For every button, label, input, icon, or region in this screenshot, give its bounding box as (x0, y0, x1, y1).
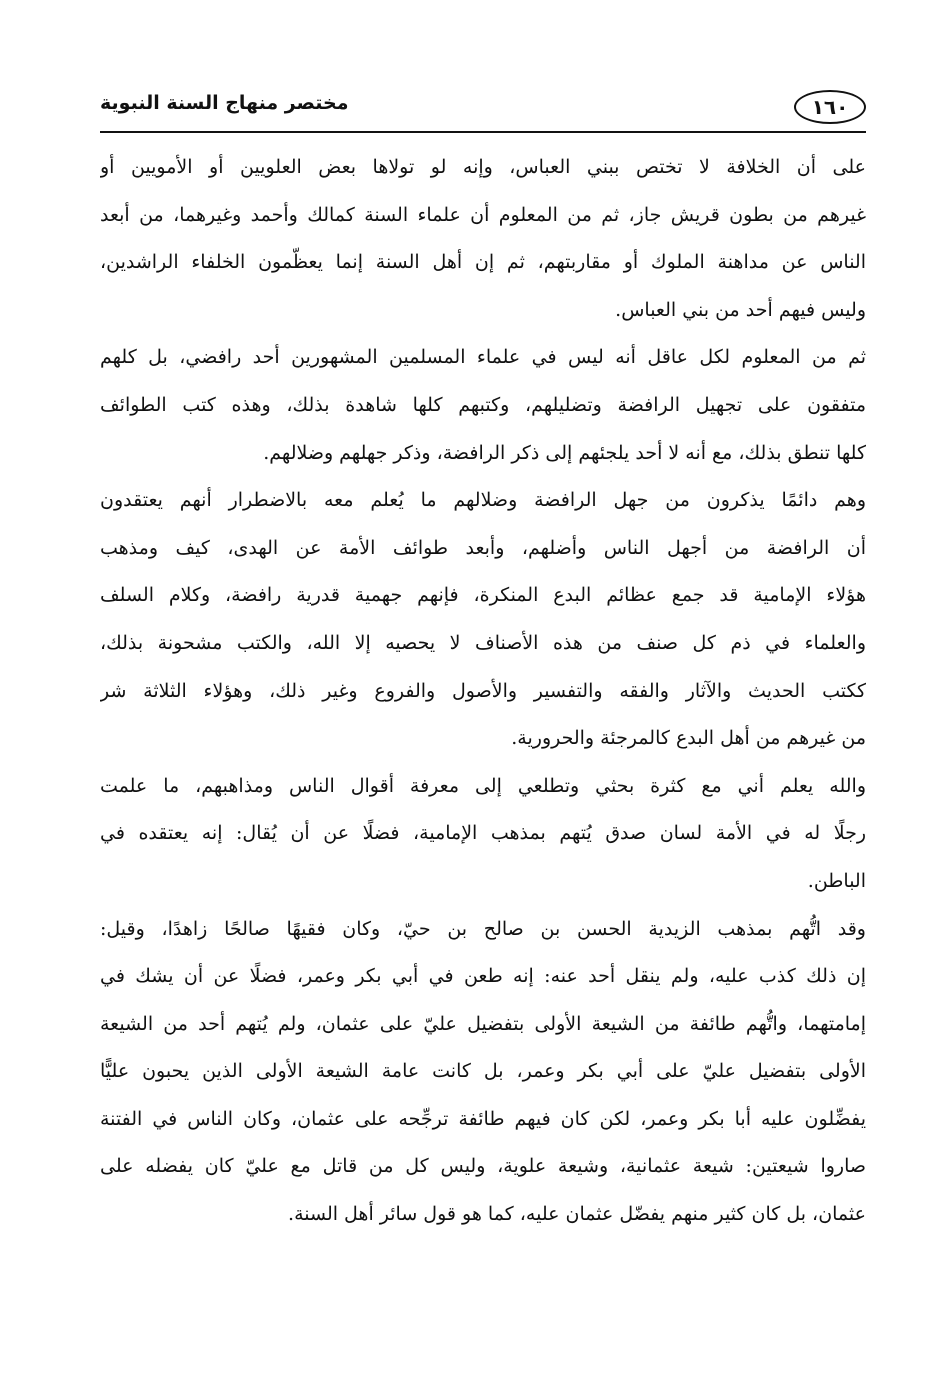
text-line: الأولى بتفضيل عليّ على أبي بكر وعمر، بل كانت عامة الشيعة الأولى الذين يحبون عليًّا (100, 1060, 866, 1083)
text-line: من غيرهم من أهل البدع كالمرجئة والحرورية. (511, 727, 866, 750)
text-line: وقد اتُّهم بمذهب الزيدية الحسن بن صالح بن حيّ، وكان فقيهًا صالحًا زاهدًا، وقيل: (100, 917, 866, 940)
paragraph (100, 144, 866, 334)
text-line: على أن الخلافة لا تختص ببني العباس، وإنه لو تولاها بعض العلويين أو الأمويين أو (100, 156, 866, 178)
text-line: غيرهم من بطون قريش جاز، ثم من المعلوم أن علماء السنة كمالك وأحمد وغيرهما، من أبعد (100, 203, 866, 226)
text-line: هؤلاء الإمامية قد جمع عظائم البدع المنكرة، فإنهم جهمية قدرية رافضة، وكلام السلف (100, 584, 866, 607)
text-line: صاروا شيعتين: شيعة عثمانية، وشيعة علوية، وليس كل من قاتل مع عليّ كان يفضله على (100, 1155, 866, 1178)
text-line: عثمان، بل كان كثير منهم يفضّل عثمان عليه، كما هو قول سائر أهل السنة. (288, 1203, 866, 1226)
book-title: مختصر منهاج السنة النبوية (100, 92, 349, 114)
text-line: إن ذلك كذب عليه، ولم ينقل أحد عنه: إنه طعن في أبي بكر وعمر، فضلًا عن أن يشك في (100, 965, 866, 988)
text-line: أن الرافضة من أجهل الناس وأضلهم، وأبعد طوائف الأمة عن الهدى، كيف ومذهب (100, 536, 866, 559)
text-line: ككتب الحديث والآثار والفقه والتفسير والأصول والفروع وغير ذلك، وهؤلاء الثلاثة شر (100, 679, 866, 702)
text-line: متفقون على تجهيل الرافضة وتضليلهم، وكتبهم كلها شاهدة بذلك، وهذه كتب الطوائف (100, 393, 866, 416)
text-line: إمامتهما، واتُّهم طائفة من الشيعة الأولى بتفضيل عليّ على عثمان، ولم يُتهم أحد من الشيعة (100, 1012, 866, 1035)
text-line: ثم من المعلوم لكل عاقل أنه ليس في علماء المسلمين المشهورين أحد رافضي، بل كلهم (100, 346, 866, 369)
page-header (100, 88, 866, 128)
header-divider (100, 131, 866, 133)
paragraph (100, 906, 866, 1239)
paragraph (100, 334, 866, 477)
text-line: وهم دائمًا يذكرون من جهل الرافضة وضلالهم ما يُعلم معه بالاضطرار أنهم يعتقدون (100, 489, 866, 512)
text-line: الباطن. (807, 869, 866, 892)
page-number: ١٦٠ (811, 95, 849, 119)
text-line: رجلًا له في الأمة لسان صدق يُتهم بمذهب الإمامية، فضلًا عن أن يُقال: إنه يعتقده في (100, 822, 866, 845)
text-line: وليس فيهم أحد من بني العباس. (615, 298, 866, 321)
text-line: والله يعلم أني مع كثرة بحثي وتطلعي إلى معرفة أقوال الناس ومذاهبهم، ما علمت (100, 774, 866, 797)
text-line: والعلماء في ذم كل صنف من هذه الأصناف لا يحصيه إلا الله، والكتب مشحونة بذلك، (100, 631, 866, 654)
text-line: يفضِّلون عليه أبا بكر وعمر، لكن كان فيهم طائفة ترجِّحه على عثمان، وكان الناس في الفتنة (100, 1107, 866, 1130)
text-line: الناس عن مداهنة الملوك أو مقاربتهم، ثم إن أهل السنة إنما يعظّمون الخلفاء الراشدين، (100, 251, 866, 274)
paragraph (100, 763, 866, 906)
text-line: كلها تنطق بذلك، مع أنه لا أحد يلجئهم إلى ذكر الرافضة، وذكر جهلهم وضلالهم. (263, 441, 866, 464)
paragraph (100, 477, 866, 763)
page-body (100, 144, 866, 1239)
page-number-badge (794, 90, 866, 124)
